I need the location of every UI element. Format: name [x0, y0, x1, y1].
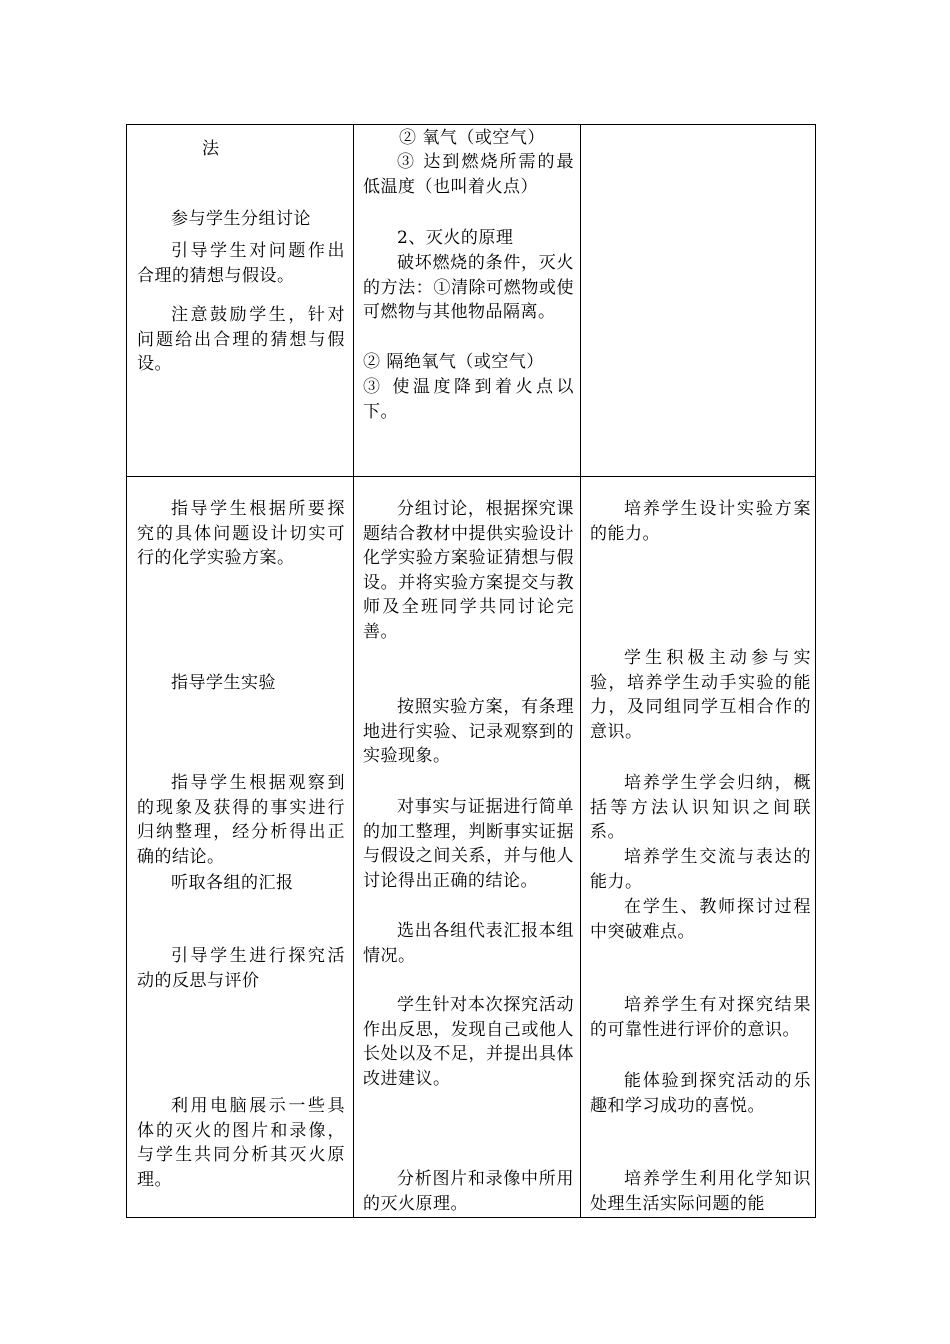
cell-text: 培养学生利用化学知识处理生活实际问题的能 [590, 1169, 811, 1214]
cell-text: 听取各组的汇报 [171, 873, 294, 893]
cell-text: 法 [202, 139, 220, 159]
cell-text: 指导学生根据所要探究的具体问题设计切实可行的化学实验方案。 [137, 499, 345, 568]
cell-text: 对事实与证据进行简单的加工整理，判断事实证据与假设之间关系，并与他人讨论得出正确的结论。 [363, 797, 574, 891]
cell-text: 分析图片和录像中所用的灭火原理。 [363, 1169, 574, 1214]
cell-text: ② 氧气（或空气） [399, 128, 545, 148]
lesson-plan-table [126, 124, 816, 1218]
cell-text: 能体验到探究活动的乐趣和学习成功的喜悦。 [590, 1071, 811, 1116]
table-row [127, 477, 815, 1218]
cell-text: 引导学生对问题作出合理的猜想与假设。 [137, 241, 345, 286]
cell-text: 利用电脑展示一些具体的灭火的图片和录像，与学生共同分析其灭火原理。 [137, 1096, 345, 1190]
cell-text: 指导学生实验 [171, 673, 276, 693]
design-intent-cell [581, 477, 817, 1218]
cell-text: ③ 使温度降到着火点以下。 [363, 377, 574, 422]
cell-text: 破坏燃烧的条件，灭火的方法：①清除可燃物或使可燃物与其他物品隔离。 [363, 253, 574, 322]
cell-text: 学生积极主动参与实验，培养学生动手实验的能力，及同组同学互相合作的意识。 [590, 648, 811, 742]
cell-text: ③ 达到燃烧所需的最低温度（也叫着火点） [363, 152, 574, 197]
cell-text: 选出各组代表汇报本组情况。 [363, 921, 574, 966]
cell-text: 注意鼓励学生，针对问题给出合理的猜想与假设。 [137, 305, 345, 374]
teacher-activity-cell [127, 477, 353, 1218]
design-intent-cell [581, 125, 817, 476]
student-activity-cell [354, 477, 580, 1218]
cell-text: 培养学生有对探究结果的可靠性进行评价的意识。 [590, 995, 811, 1040]
student-activity-cell [354, 125, 580, 476]
cell-text: 指导学生根据观察到的现象及获得的事实进行归纳整理，经分析得出正确的结论。 [137, 773, 345, 867]
cell-text: 培养学生交流与表达的能力。 [590, 847, 811, 892]
cell-text: ② 隔绝氧气（或空气） [363, 352, 544, 372]
cell-text: 按照实验方案，有条理地进行实验、记录观察到的实验现象。 [363, 697, 574, 766]
teacher-activity-cell [127, 125, 353, 476]
cell-text: 参与学生分组讨论 [171, 209, 311, 229]
cell-text: 分组讨论，根据探究课题结合教材中提供实验设计化学实验方案验证猜想与假设。并将实验方案提交与教师及全班同学共同讨论完善。 [363, 499, 574, 642]
cell-text: 培养学生设计实验方案的能力。 [590, 499, 811, 544]
cell-text: 在学生、教师探讨过程中突破难点。 [590, 897, 811, 942]
cell-text: 学生针对本次探究活动作出反思，发现自己或他人长处以及不足，并提出具体改进建议。 [363, 995, 574, 1089]
cell-text: 培养学生学会归纳，概括等方法认识知识之间联系。 [590, 773, 811, 842]
table-row [127, 125, 815, 477]
cell-text: 引导学生进行探究活动的反思与评价 [137, 946, 345, 991]
cell-text: 2、灭火的原理 [397, 228, 514, 248]
